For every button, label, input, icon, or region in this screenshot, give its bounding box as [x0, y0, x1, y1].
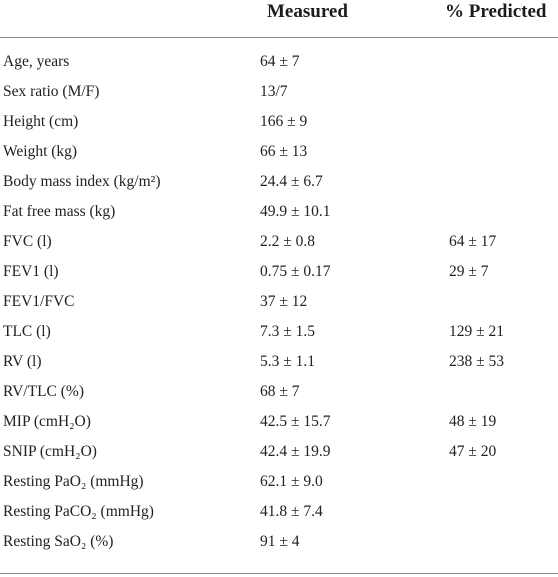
table-row — [0, 173, 558, 203]
row-measured: 24.4 ± 6.7 — [260, 173, 323, 190]
table-row — [0, 443, 558, 473]
table-row — [0, 413, 558, 443]
row-measured: 42.5 ± 15.7 — [260, 413, 331, 430]
header-percent-predicted: % Predicted — [445, 1, 547, 22]
row-measured: 7.3 ± 1.5 — [260, 323, 316, 340]
table-row — [0, 533, 558, 563]
row-label: RV/TLC (%) — [3, 383, 84, 400]
row-measured: 5.3 ± 1.1 — [260, 353, 316, 370]
row-measured: 68 ± 7 — [260, 383, 300, 400]
row-predicted: 238 ± 53 — [449, 353, 505, 370]
row-label: RV (l) — [3, 353, 42, 370]
table-body — [0, 53, 558, 563]
row-label: Weight (kg) — [3, 143, 78, 160]
row-measured: 64 ± 7 — [260, 53, 300, 70]
table-row — [0, 53, 558, 83]
row-label: SNIP (cmH₂O) — [3, 443, 97, 460]
table-row — [0, 293, 558, 323]
row-predicted: 129 ± 21 — [449, 323, 505, 340]
table-bottom-rule — [0, 573, 558, 574]
table-row — [0, 353, 558, 383]
table-row — [0, 383, 558, 413]
table-row — [0, 263, 558, 293]
row-predicted: 64 ± 17 — [449, 233, 497, 250]
table-row — [0, 323, 558, 353]
table-header — [0, 0, 558, 38]
row-measured: 166 ± 9 — [260, 113, 308, 130]
table-row — [0, 473, 558, 503]
row-label: TLC (l) — [3, 323, 51, 340]
row-label: Resting PaO₂ (mmHg) — [3, 473, 144, 490]
table-row — [0, 503, 558, 533]
table-row — [0, 143, 558, 173]
table-row — [0, 83, 558, 113]
row-measured: 13/7 — [260, 83, 288, 100]
row-label: Fat free mass (kg) — [3, 203, 116, 220]
row-label: FEV1 (l) — [3, 263, 59, 280]
row-measured: 0.75 ± 0.17 — [260, 263, 331, 280]
row-predicted: 48 ± 19 — [449, 413, 497, 430]
row-label: Age, years — [3, 53, 70, 70]
row-measured: 49.9 ± 10.1 — [260, 203, 331, 220]
row-measured: 62.1 ± 9.0 — [260, 473, 323, 490]
row-label: Sex ratio (M/F) — [3, 83, 100, 100]
row-label: Resting SaO₂ (%) — [3, 533, 114, 550]
row-measured: 91 ± 4 — [260, 533, 300, 550]
table-row — [0, 233, 558, 263]
row-label: Body mass index (kg/m²) — [3, 173, 161, 190]
row-measured: 2.2 ± 0.8 — [260, 233, 316, 250]
row-label: FVC (l) — [3, 233, 52, 250]
row-label: Resting PaCO₂ (mmHg) — [3, 503, 154, 520]
row-predicted: 47 ± 20 — [449, 443, 497, 460]
row-measured: 42.4 ± 19.9 — [260, 443, 331, 460]
table-row — [0, 203, 558, 233]
row-measured: 66 ± 13 — [260, 143, 308, 160]
row-predicted: 29 ± 7 — [449, 263, 489, 280]
table-row — [0, 113, 558, 143]
row-label: Height (cm) — [3, 113, 79, 130]
row-measured: 37 ± 12 — [260, 293, 308, 310]
header-measured: Measured — [267, 1, 348, 22]
row-label: FEV1/FVC — [3, 293, 75, 310]
row-measured: 41.8 ± 7.4 — [260, 503, 323, 520]
row-label: MIP (cmH₂O) — [3, 413, 91, 430]
